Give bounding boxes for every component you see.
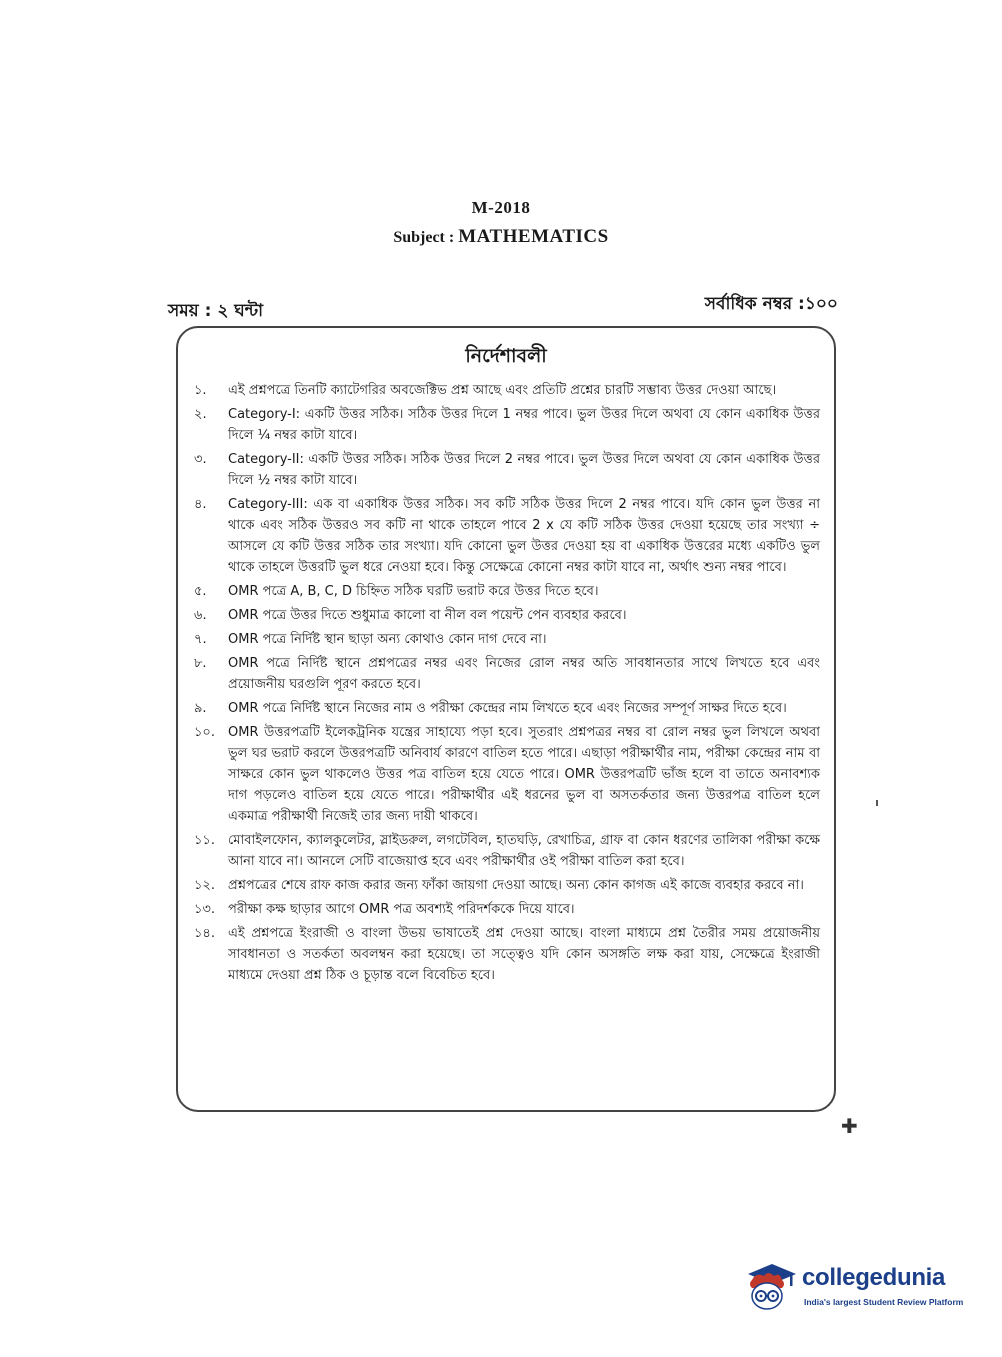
collegedunia-watermark	[742, 1258, 972, 1318]
plus-mark-icon: ✚	[841, 1114, 858, 1138]
instruction-text: OMR পত্রে নির্দিষ্ট স্থানে প্রশ্নপত্রের নম্বর এবং নিজের রোল নম্বর অতি সাবধানতার সাথে লিখতে হবে এবং প্রয়োজনীয় ঘরগুলি পূরণ করতে হবে।	[228, 656, 820, 692]
instruction-item	[194, 830, 820, 872]
scan-mark	[876, 800, 878, 806]
instruction-number: ৩.	[194, 452, 207, 467]
collegedunia-logo-icon	[742, 1258, 798, 1314]
subject-label: Subject :	[393, 229, 459, 246]
instruction-text: এই প্রশ্নপত্রে তিনটি ক্যাটেগরির অবজেক্টিভ প্রশ্ন আছে এবং প্রতিটি প্রশ্নের চারটি সম্ভাব্য উত্তর দেওয়া আছে।	[228, 383, 777, 398]
instruction-item	[194, 923, 820, 986]
instruction-number: ১২.	[194, 878, 216, 893]
instruction-text: OMR পত্রে নির্দিষ্ট স্থান ছাড়া অন্য কোথাও কোন দাগ দেবে না।	[228, 632, 547, 647]
full-marks: সর্বাধিক নম্বর :১০০	[704, 294, 838, 314]
instruction-text: Category-I: একটি উত্তর সঠিক। সঠিক উত্তর দিলে 1 নম্বর পাবে। ভুল উত্তর দিলে অথবা যে কোন একাধিক উত্তর দিলে ¼ নম্বর কাটা যাবে।	[228, 407, 820, 443]
subject-value: MATHEMATICS	[458, 226, 609, 247]
instruction-item	[194, 494, 820, 578]
instruction-text: OMR পত্রে A, B, C, D চিহ্নিত সঠিক ঘরটি ভরাট করে উত্তর দিতে হবে।	[228, 584, 599, 599]
instruction-text: এই প্রশ্নপত্রে ইংরাজী ও বাংলা উভয় ভাষাতেই প্রশ্ন দেওয়া আছে। বাংলা মাধ্যমে প্রশ্ন তৈরীর সময় প্রয়োজনীয় সাবধানতা ও সতর্কতা অবলম্বন করা হয়েছে। তা সত্ত্বেও যদি কোন অসঙ্গতি লক্ষ করা যায়, সেক্ষেত্রে ইংরাজী মাধ্যমে দেওয়া প্রশ্ন ঠিক ও চূড়ান্ত বলে বিবেচিত হবে।	[228, 926, 820, 983]
instruction-text: Category-III: এক বা একাধিক উত্তর সঠিক। সব কটি সঠিক উত্তর দিলে 2 নম্বর পাবে। যদি কোন ভুল উত্তর না থাকে এবং সঠিক উত্তরও সব কটি না থাকে তাহলে পাবে 2 x যে কটি সঠিক উত্তর দেওয়া হয়েছে তার সংখ্যা ÷ আসলে যে কটি উত্তর সঠিক তার সংখ্যা। যদি কোনো ভুল উত্তর দেওয়া হয় বা একাধিক উত্তরের মধ্যে একটিও ভুল থাকে তাহলে উত্তরটি ভুল ধরে নেওয়া হবে। কিন্তু সেক্ষেত্রে কোনো নম্বর কাটা যাবে না, অর্থাৎ শুন্য নম্বর পাবে।	[228, 497, 820, 575]
instruction-item	[194, 722, 820, 827]
instruction-item	[194, 449, 820, 491]
instruction-number: ৬.	[194, 608, 207, 623]
time-allowed: সময় : ২ ঘন্টা	[168, 301, 264, 321]
instruction-number: ১০.	[194, 725, 216, 740]
instruction-text: Category-II: একটি উত্তর সঠিক। সঠিক উত্তর দিলে 2 নম্বর পাবে। ভুল উত্তর দিলে অথবা যে কোন একাধিক উত্তর দিলে ½ নম্বর কাটা যাবে।	[228, 452, 820, 488]
instruction-item	[194, 875, 820, 896]
instruction-item	[194, 653, 820, 695]
instruction-number: ৪.	[194, 497, 207, 512]
instruction-number: ১৩.	[194, 902, 216, 917]
instruction-number: ১১.	[194, 833, 216, 848]
instruction-item	[194, 698, 820, 719]
instruction-item	[194, 899, 820, 920]
collegedunia-tagline: India's largest Student Review Platform	[804, 1297, 964, 1307]
instruction-item	[194, 581, 820, 602]
instruction-text: OMR পত্রে নির্দিষ্ট স্থানে নিজের নাম ও পরীক্ষা কেন্দ্রের নাম লিখতে হবে এবং নিজের সম্পূর্ণ সাক্ষর দিতে হবে।	[228, 701, 787, 716]
exam-code: M-2018	[471, 198, 531, 217]
instruction-text: OMR উত্তরপত্রটি ইলেকট্রনিক যন্ত্রের সাহায্যে পড়া হবে। সুতরাং প্রশ্নপত্রর নম্বর বা রোল নম্বর ভুল লিখলে অথবা ভুল ঘর ভরাট করলে উত্তরপত্রটি অনিবার্য কারণে বাতিল হতে পারে। এছাড়া পরীক্ষার্থীর নাম, পরীক্ষা কেন্দ্রের নাম বা সাক্ষরে কোন ভুল থাকলেও উত্তর পত্র বাতিল হয়ে যেতে পারে। OMR উত্তরপত্রটি ভাঁজ হলে বা তাতে অনাবশ্যক দাগ পড়লেও বাতিল হয়ে যেতে পারে। পরীক্ষার্থীর এই ধরনের ভুল বা অসতর্কতার জন্য উত্তরপত্র বাতিল হলে একমাত্র পরীক্ষার্থী নিজেই তার জন্য দায়ী থাকবে।	[228, 725, 820, 824]
instruction-item	[194, 629, 820, 650]
instruction-number: ৫.	[194, 584, 207, 599]
instructions-box	[176, 326, 836, 1112]
instructions-list	[194, 380, 820, 989]
instruction-text: মোবাইলফোন, ক্যালকুলেটর, স্লাইডরুল, লগটেবিল, হাতঘড়ি, রেখাচিত্র, গ্রাফ বা কোন ধরণের তালিকা পরীক্ষা কক্ষে আনা যাবে না। আনলে সেটি বাজেয়াপ্ত হবে এবং পরীক্ষার্থীর ওই পরীক্ষা বাতিল করা হবে।	[228, 833, 820, 869]
instruction-number: ২.	[194, 407, 207, 422]
instruction-number: ৭.	[194, 632, 207, 647]
instruction-item	[194, 380, 820, 401]
collegedunia-wordmark: collegedunia	[802, 1264, 946, 1291]
instruction-text: OMR পত্রে উত্তর দিতে শুধুমাত্র কালো বা নীল বল পয়েন্ট পেন ব্যবহার করবে।	[228, 608, 627, 623]
instruction-item	[194, 605, 820, 626]
instructions-title: নির্দেশাবলী	[465, 345, 547, 367]
instruction-number: ৯.	[194, 701, 207, 716]
instruction-number: ১.	[194, 383, 207, 398]
subject-heading	[0, 226, 1002, 248]
instruction-number: ৮.	[194, 656, 207, 671]
instruction-item	[194, 404, 820, 446]
instruction-text: প্রশ্নপত্রের শেষে রাফ কাজ করার জন্য ফাঁকা জায়গা দেওয়া আছে। অন্য কোন কাগজ এই কাজে ব্যবহার করবে না।	[228, 878, 804, 893]
instruction-number: ১৪.	[194, 926, 216, 941]
instruction-text: পরীক্ষা কক্ষ ছাড়ার আগে OMR পত্র অবশ্যই পরিদর্শককে দিয়ে যাবে।	[228, 902, 575, 917]
